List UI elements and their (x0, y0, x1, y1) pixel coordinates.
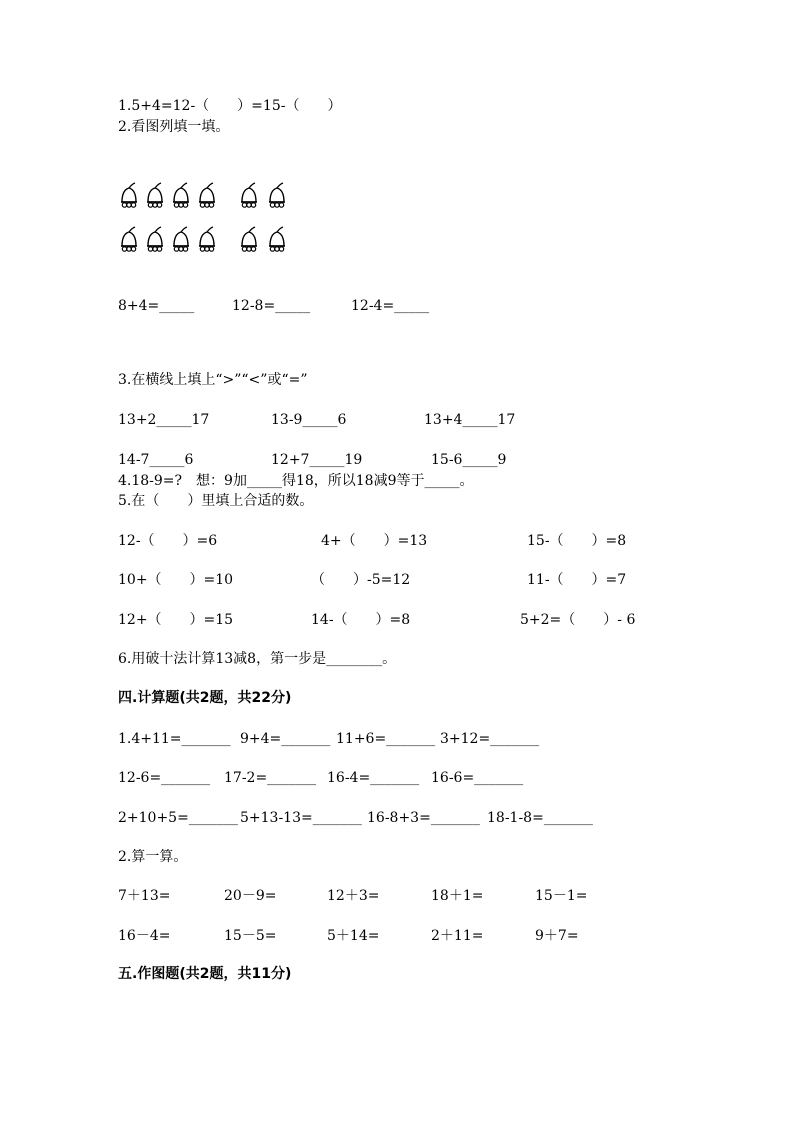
q5-r3-2: 14-（ ）=8 (311, 612, 411, 628)
s4-q2-title: 2.算一算。 (118, 849, 188, 865)
q3-r1-1: 13+2_____17 (118, 412, 210, 428)
q3-r2-1: 14-7_____6 (118, 452, 194, 468)
section-4-title: 四.计算题(共2题，共22分) (118, 690, 292, 706)
q5-r2-2: （ ）-5=12 (311, 572, 411, 588)
q5-r1-3: 15-（ ）=8 (527, 533, 627, 549)
s4-q2-r2-5: 9＋7= (535, 928, 579, 944)
question-5-title: 5.在（ ）里填上合适的数。 (118, 493, 314, 509)
s4-r1-1: 1.4+11=_______ (118, 731, 231, 747)
question-6: 6.用破十法计算13减8，第一步是________。 (118, 651, 397, 667)
question-3-title: 3.在横线上填上“>”“<”或“=” (118, 372, 308, 388)
q3-r1-3: 13+4_____17 (424, 412, 516, 428)
q5-r2-1: 10+（ ）=10 (118, 572, 234, 588)
s4-q2-r2-1: 16－4= (118, 928, 171, 944)
s4-q2-r1-3: 12＋3= (327, 888, 380, 904)
s4-r3-1: 2+10+5=_______ (118, 810, 238, 826)
s4-q2-r2-4: 2＋11= (431, 928, 484, 944)
question-2-title: 2.看图列填一填。 (118, 119, 230, 135)
bell-row-2 (121, 227, 285, 251)
question-4: 4.18-9=? 想：9加_____得18，所以18减9等于_____。 (118, 473, 474, 489)
s4-r2-3: 16-4=_______ (327, 770, 420, 786)
q2-eq-3: 12-4=_____ (351, 298, 430, 314)
bell-pictograph (118, 170, 298, 258)
q2-eq-1: 8+4=_____ (118, 298, 195, 314)
s4-q2-r1-1: 7＋13= (118, 888, 171, 904)
q3-r2-2: 12+7_____19 (271, 452, 363, 468)
s4-r3-2: 5+13-13=_______ (240, 810, 362, 826)
bell-row-1 (121, 183, 285, 207)
s4-r1-4: 3+12=_______ (440, 731, 540, 747)
q3-r1-2: 13-9_____6 (271, 412, 347, 428)
s4-q2-r2-3: 5＋14= (327, 928, 380, 944)
section-5-title: 五.作图题(共2题，共11分) (118, 966, 292, 982)
s4-q2-r2-2: 15－5= (224, 928, 277, 944)
s4-q2-r1-2: 20－9= (224, 888, 277, 904)
s4-r2-4: 16-6=_______ (431, 770, 524, 786)
q5-r2-3: 11-（ ）=7 (527, 572, 627, 588)
question-1: 1.5+4=12-（ ）=15-（ ） (118, 98, 342, 114)
s4-r1-3: 11+6=_______ (336, 731, 436, 747)
s4-r3-3: 16-8+3=_______ (367, 810, 480, 826)
s4-r3-4: 18-1-8=_______ (487, 810, 593, 826)
s4-r1-2: 9+4=_______ (240, 731, 331, 747)
s4-q2-r1-4: 18＋1= (431, 888, 484, 904)
q3-r2-3: 15-6_____9 (431, 452, 507, 468)
s4-r2-2: 17-2=_______ (224, 770, 317, 786)
q2-eq-2: 12-8=_____ (232, 298, 311, 314)
q5-r1-2: 4+（ ）=13 (321, 533, 428, 549)
q5-r3-1: 12+（ ）=15 (118, 612, 234, 628)
q5-r3-3: 5+2=（ ）- 6 (520, 612, 636, 628)
s4-q2-r1-5: 15－1= (535, 888, 588, 904)
q5-r1-1: 12-（ ）=6 (118, 533, 218, 549)
s4-r2-1: 12-6=_______ (118, 770, 211, 786)
